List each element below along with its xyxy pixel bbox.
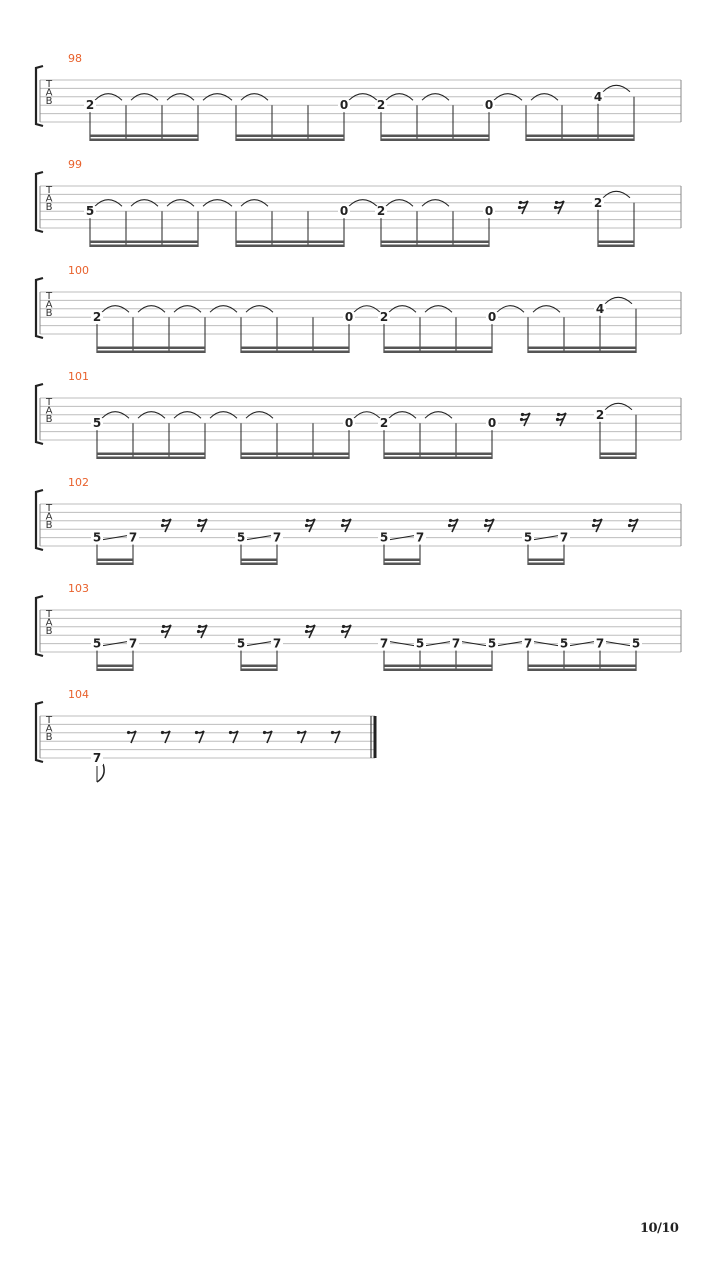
tab-clef-letter: T bbox=[45, 79, 53, 90]
rest-dot bbox=[162, 519, 165, 522]
measure-103 bbox=[36, 582, 681, 671]
fret-number: 2 bbox=[593, 195, 603, 210]
rest-dot bbox=[556, 418, 559, 421]
fret-number: 5 bbox=[631, 636, 641, 651]
rest-dot bbox=[554, 206, 557, 209]
tab-clef-letter: A bbox=[45, 193, 53, 205]
measure-number: 99 bbox=[68, 158, 82, 171]
rest-dot bbox=[161, 524, 164, 527]
beam-secondary bbox=[236, 241, 344, 244]
beam-primary bbox=[384, 457, 492, 460]
fret-number: 7 bbox=[415, 530, 425, 545]
tab-clef-letter: T bbox=[45, 503, 53, 514]
fret-number: 0 bbox=[484, 98, 494, 113]
fret-number: 5 bbox=[92, 530, 102, 545]
fret-number: 5 bbox=[523, 530, 533, 545]
fret-number: 0 bbox=[487, 416, 497, 431]
tab-clef-letter: A bbox=[45, 87, 53, 99]
beam-secondary bbox=[236, 135, 344, 138]
rest-dot bbox=[127, 731, 130, 734]
fret-number: 0 bbox=[339, 98, 349, 113]
beam-secondary bbox=[384, 559, 420, 562]
beam-secondary bbox=[384, 347, 492, 350]
fret-number: 7 bbox=[272, 636, 282, 651]
rest-dot bbox=[449, 519, 452, 522]
beam-primary bbox=[384, 563, 420, 566]
fret-number: 7 bbox=[379, 636, 389, 651]
rest-dot bbox=[592, 524, 595, 527]
beam-secondary bbox=[528, 665, 636, 668]
fret-number: 2 bbox=[92, 310, 102, 325]
beam-primary bbox=[241, 351, 349, 354]
beam-primary bbox=[90, 245, 198, 248]
beam-primary bbox=[236, 245, 344, 248]
fret-number: 0 bbox=[344, 416, 354, 431]
fret-number: 7 bbox=[272, 530, 282, 545]
beam-secondary bbox=[241, 665, 277, 668]
beam-secondary bbox=[241, 559, 277, 562]
tab-clef-letter: B bbox=[45, 520, 53, 531]
beam-primary bbox=[241, 457, 349, 460]
fret-number: 2 bbox=[379, 310, 389, 325]
fret-number: 7 bbox=[128, 530, 138, 545]
rest-dot bbox=[342, 519, 345, 522]
fret-number: 7 bbox=[92, 751, 102, 765]
tab-clef-letter: B bbox=[45, 308, 53, 319]
tab-clef-letter: T bbox=[45, 609, 53, 620]
fret-number: 7 bbox=[523, 636, 533, 651]
tab-clef-letter: A bbox=[45, 405, 53, 417]
fret-number: 5 bbox=[236, 636, 246, 651]
rest-dot bbox=[555, 201, 558, 204]
tab-clef-letter: T bbox=[45, 397, 53, 408]
rest-dot bbox=[162, 625, 165, 628]
rest-dot bbox=[629, 519, 632, 522]
beam-secondary bbox=[97, 453, 205, 456]
rest-dot bbox=[484, 524, 487, 527]
measure-number: 104 bbox=[68, 688, 89, 701]
fret-number: 2 bbox=[376, 204, 386, 219]
tab-clef-letter: B bbox=[45, 202, 53, 213]
rest-dot bbox=[305, 524, 308, 527]
fret-number: 5 bbox=[92, 416, 102, 431]
beam-secondary bbox=[241, 453, 349, 456]
beam-primary bbox=[528, 669, 636, 672]
rest-dot bbox=[341, 630, 344, 633]
beam-primary bbox=[97, 351, 205, 354]
measure-99 bbox=[36, 158, 681, 247]
rest-dot bbox=[341, 524, 344, 527]
beam-secondary bbox=[598, 241, 634, 244]
tab-clef-letter: T bbox=[45, 185, 53, 196]
measure-number: 98 bbox=[68, 52, 82, 65]
tab-clef-letter: B bbox=[45, 732, 53, 743]
measure-100 bbox=[36, 264, 681, 353]
rest-dot bbox=[161, 731, 164, 734]
measure-number: 102 bbox=[68, 476, 89, 489]
rest-dot bbox=[593, 519, 596, 522]
beam-primary bbox=[97, 669, 133, 672]
measure-102 bbox=[36, 476, 681, 565]
beam-primary bbox=[600, 457, 636, 460]
rest-dot bbox=[331, 731, 334, 734]
beam-primary bbox=[598, 245, 634, 248]
beam-primary bbox=[384, 351, 492, 354]
rest-dot bbox=[306, 519, 309, 522]
rest-dot bbox=[229, 731, 232, 734]
beam-secondary bbox=[97, 559, 133, 562]
rest-dot bbox=[342, 625, 345, 628]
fret-number: 7 bbox=[559, 530, 569, 545]
rest-dot bbox=[197, 524, 200, 527]
tab-clef-letter: T bbox=[45, 715, 53, 726]
tab-clef-letter: A bbox=[45, 299, 53, 311]
rest-dot bbox=[520, 418, 523, 421]
fret-number: 2 bbox=[376, 98, 386, 113]
beam-primary bbox=[241, 669, 277, 672]
rest-dot bbox=[628, 524, 631, 527]
fret-number: 7 bbox=[128, 636, 138, 651]
beam-secondary bbox=[526, 135, 634, 138]
fret-number: 0 bbox=[344, 310, 354, 325]
rest-dot bbox=[485, 519, 488, 522]
rest-dot bbox=[263, 731, 266, 734]
note-flag-icon bbox=[97, 764, 104, 782]
beam-secondary bbox=[90, 241, 198, 244]
fret-number: 5 bbox=[236, 530, 246, 545]
beam-primary bbox=[381, 139, 489, 142]
beam-primary bbox=[97, 563, 133, 566]
fret-number: 5 bbox=[379, 530, 389, 545]
measure-98 bbox=[36, 52, 681, 141]
beam-primary bbox=[236, 139, 344, 142]
measure-number: 103 bbox=[68, 582, 89, 595]
tab-clef-letter: A bbox=[45, 511, 53, 523]
tab-clef-letter: B bbox=[45, 626, 53, 637]
beam-primary bbox=[97, 457, 205, 460]
fret-number: 4 bbox=[595, 301, 605, 316]
fret-number: 7 bbox=[595, 636, 605, 651]
fret-number: 0 bbox=[487, 310, 497, 325]
fret-number: 5 bbox=[487, 636, 497, 651]
beam-primary bbox=[528, 563, 564, 566]
fret-number: 5 bbox=[415, 636, 425, 651]
beam-primary bbox=[528, 351, 636, 354]
beam-primary bbox=[241, 563, 277, 566]
beam-secondary bbox=[90, 135, 198, 138]
rest-dot bbox=[198, 625, 201, 628]
fret-number: 5 bbox=[85, 204, 95, 219]
rest-dot bbox=[197, 630, 200, 633]
beam-secondary bbox=[528, 347, 636, 350]
rest-dot bbox=[297, 731, 300, 734]
tab-clef-letter: A bbox=[45, 617, 53, 629]
fret-number: 2 bbox=[85, 98, 95, 113]
beam-secondary bbox=[97, 665, 133, 668]
measure-101 bbox=[36, 370, 681, 459]
beam-primary bbox=[90, 139, 198, 142]
page-number: 10/10 bbox=[640, 1221, 679, 1236]
rest-dot bbox=[306, 625, 309, 628]
tab-clef-letter: A bbox=[45, 723, 53, 735]
rest-dot bbox=[518, 206, 521, 209]
rest-dot bbox=[519, 201, 522, 204]
beam-secondary bbox=[528, 559, 564, 562]
beam-primary bbox=[381, 245, 489, 248]
beam-secondary bbox=[97, 347, 205, 350]
measure-104 bbox=[36, 688, 375, 782]
fret-number: 2 bbox=[379, 416, 389, 431]
beam-secondary bbox=[241, 347, 349, 350]
rest-dot bbox=[521, 413, 524, 416]
rest-dot bbox=[305, 630, 308, 633]
rest-dot bbox=[198, 519, 201, 522]
rest-dot bbox=[161, 630, 164, 633]
fret-number: 0 bbox=[339, 204, 349, 219]
measure-number: 101 bbox=[68, 370, 89, 383]
beam-primary bbox=[526, 139, 634, 142]
beam-secondary bbox=[381, 135, 489, 138]
fret-number: 0 bbox=[484, 204, 494, 219]
tab-clef-letter: T bbox=[45, 291, 53, 302]
beam-secondary bbox=[384, 453, 492, 456]
fret-number: 7 bbox=[451, 636, 461, 651]
beam-secondary bbox=[381, 241, 489, 244]
beam-secondary bbox=[384, 665, 492, 668]
rest-dot bbox=[448, 524, 451, 527]
beam-secondary bbox=[600, 453, 636, 456]
tab-clef-letter: B bbox=[45, 96, 53, 107]
fret-number: 5 bbox=[559, 636, 569, 651]
tab-clef-letter: B bbox=[45, 414, 53, 425]
rest-dot bbox=[557, 413, 560, 416]
fret-number: 2 bbox=[595, 407, 605, 422]
beam-primary bbox=[384, 669, 492, 672]
fret-number: 5 bbox=[92, 636, 102, 651]
measure-number: 100 bbox=[68, 264, 89, 277]
fret-number: 4 bbox=[593, 89, 603, 104]
rest-dot bbox=[195, 731, 198, 734]
